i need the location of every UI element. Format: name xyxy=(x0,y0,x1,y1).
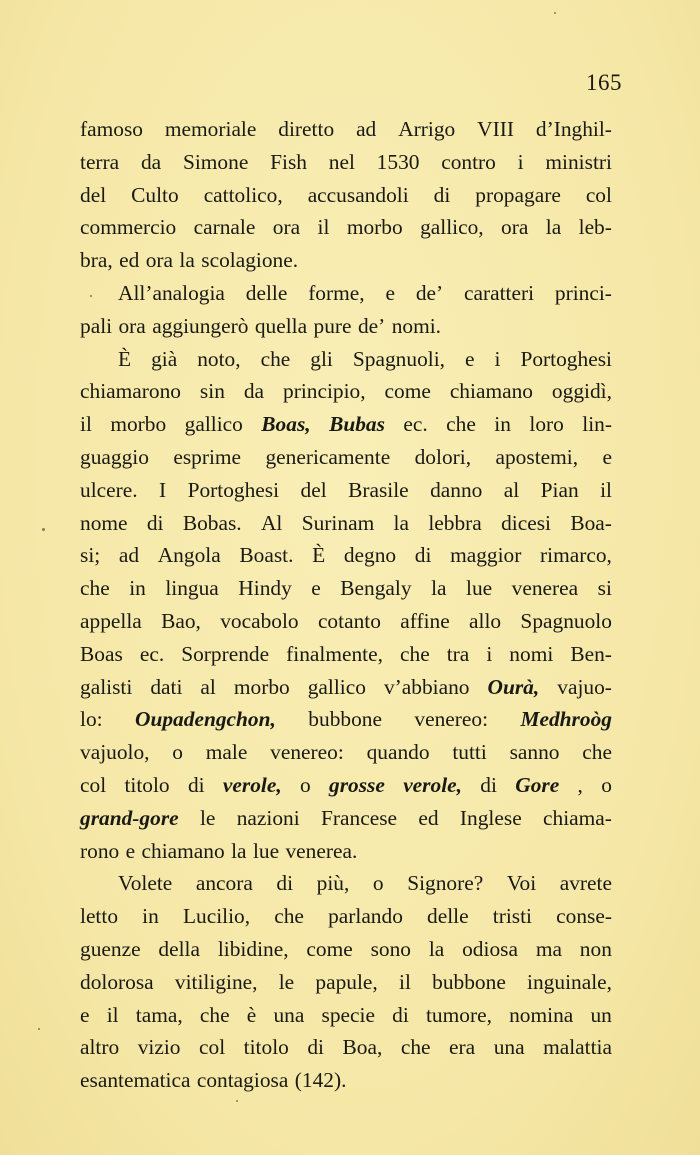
word: la xyxy=(231,838,247,863)
word: tumore, xyxy=(425,1002,492,1027)
word: libidine, xyxy=(217,936,289,961)
word: rimarco, xyxy=(540,543,612,568)
word: la xyxy=(428,936,445,961)
word: Medhroòg xyxy=(520,707,612,732)
word: verole, xyxy=(222,772,282,797)
word: diretto xyxy=(278,117,335,141)
word: che xyxy=(400,641,430,666)
word: o xyxy=(172,740,183,765)
text-line xyxy=(80,179,612,212)
word: loro xyxy=(529,412,564,437)
word: si; xyxy=(80,543,101,568)
word: una xyxy=(493,1035,525,1060)
word: d’Inghil- xyxy=(535,117,612,141)
word: propagare xyxy=(475,182,561,207)
word: in xyxy=(129,576,146,601)
word: ora xyxy=(501,215,529,240)
paper-speck xyxy=(236,1100,238,1102)
word: che xyxy=(260,346,291,371)
word: Bengaly xyxy=(340,576,412,601)
word: ora xyxy=(145,248,174,273)
word: o xyxy=(300,772,311,797)
word: È xyxy=(118,346,132,371)
word: la xyxy=(431,576,447,601)
word: quando xyxy=(366,740,430,765)
word: Surinam xyxy=(301,510,375,535)
word: Angola xyxy=(157,543,221,568)
text-line xyxy=(80,113,612,146)
word: degno xyxy=(343,543,397,568)
word: di xyxy=(187,772,205,797)
text-line xyxy=(80,1064,612,1097)
word: quella xyxy=(254,313,308,338)
word: Inglese xyxy=(459,805,522,830)
word: che xyxy=(582,740,612,765)
word: All’analogia xyxy=(118,280,225,305)
word: (142). xyxy=(294,1068,347,1093)
word: malattia xyxy=(543,1035,612,1060)
text-line xyxy=(80,605,612,638)
word: esantematica xyxy=(80,1068,191,1093)
word: morbo xyxy=(233,674,290,699)
word: Spagnuoli, xyxy=(352,346,445,371)
word: o xyxy=(601,772,612,797)
word: ad xyxy=(356,117,377,141)
word: Ben- xyxy=(570,641,612,666)
word: I xyxy=(159,477,167,502)
text-line xyxy=(80,146,612,179)
word: grand-gore xyxy=(80,805,179,830)
text-line xyxy=(80,375,612,408)
word: principio, xyxy=(283,379,366,404)
word: gallico xyxy=(307,674,366,699)
text-line xyxy=(80,900,612,933)
text-line xyxy=(80,474,612,507)
word: gallico xyxy=(184,412,243,437)
word: de’ xyxy=(415,280,444,305)
word: che xyxy=(199,1002,230,1027)
word: che xyxy=(446,412,476,437)
word: non xyxy=(579,936,612,961)
text-line xyxy=(80,966,612,999)
paper-speck xyxy=(42,528,45,531)
text-line xyxy=(80,835,612,868)
word: nazioni xyxy=(236,805,300,830)
word: da xyxy=(243,379,265,404)
word: avrete xyxy=(559,871,612,896)
word: sanno xyxy=(509,740,560,765)
word: altro xyxy=(80,1035,120,1060)
word: guaggio xyxy=(80,444,149,469)
word: dati xyxy=(150,674,183,699)
word: delle xyxy=(245,280,288,305)
word: col xyxy=(199,1035,226,1060)
word: la xyxy=(393,510,409,535)
word: venerea. xyxy=(285,838,358,863)
word: dolori, xyxy=(414,444,472,469)
word: ministri xyxy=(545,149,612,174)
word: Francese xyxy=(321,805,398,830)
word: il xyxy=(106,1002,119,1027)
word: vizio xyxy=(137,1035,181,1060)
word: È xyxy=(312,543,326,568)
word: Al xyxy=(260,510,283,535)
word: in xyxy=(494,412,511,437)
word: Portoghesi xyxy=(187,477,280,502)
word: scolagione. xyxy=(201,248,299,273)
word: esprime xyxy=(173,444,242,469)
word: di xyxy=(433,182,451,207)
word: il xyxy=(317,215,330,240)
word: papule, xyxy=(315,969,378,994)
word: maggior xyxy=(450,543,522,568)
word: già xyxy=(151,346,178,371)
word: Sorprende xyxy=(181,641,270,666)
word: ora xyxy=(272,215,301,240)
word: rono xyxy=(80,838,120,863)
word: Oupadengchon, xyxy=(135,707,276,732)
word: e xyxy=(385,280,395,305)
word: le xyxy=(199,805,216,830)
word: bubbone xyxy=(432,969,506,994)
text-line xyxy=(80,539,612,572)
word: Culto xyxy=(131,182,179,207)
word: vocabolo xyxy=(220,608,299,633)
word: Bobas. xyxy=(182,510,242,535)
word: ec. xyxy=(139,641,165,666)
word: de’ xyxy=(357,313,386,338)
word: i xyxy=(486,641,493,666)
word: sin xyxy=(199,379,225,404)
word: lue xyxy=(252,838,280,863)
word: caratteri xyxy=(463,280,535,305)
word: tristi xyxy=(492,904,532,929)
word: i xyxy=(517,149,524,174)
word: di xyxy=(146,510,164,535)
word: parlando xyxy=(328,904,403,929)
word: inguinale, xyxy=(527,969,612,994)
word: letto xyxy=(80,904,119,929)
word: , xyxy=(577,772,583,797)
word: chiamarono xyxy=(80,379,181,404)
word: e xyxy=(602,444,612,469)
word: di xyxy=(392,1002,409,1027)
word: Bao, xyxy=(161,608,201,633)
word: pali xyxy=(80,313,113,338)
word: danno xyxy=(430,477,483,502)
word: Brasile xyxy=(348,477,409,502)
word: cotanto xyxy=(317,608,381,633)
word: carnale xyxy=(193,215,256,240)
word: Lucilio, xyxy=(182,904,251,929)
word: contro xyxy=(441,149,496,174)
word: nomi xyxy=(509,641,554,666)
word: cattolico, xyxy=(203,182,283,207)
word: e xyxy=(311,576,321,601)
word: Pian xyxy=(540,477,579,502)
word: come xyxy=(384,379,431,404)
word: lin- xyxy=(582,412,612,437)
word: vajuolo, xyxy=(80,740,150,765)
word: Spagnuolo xyxy=(520,608,612,633)
text-line xyxy=(80,343,612,376)
word: vajuo- xyxy=(557,674,612,699)
word: venerea xyxy=(511,576,579,601)
word: sono xyxy=(370,936,411,961)
word: titolo xyxy=(124,772,170,797)
word: morbo xyxy=(110,412,167,437)
word: tama, xyxy=(135,1002,183,1027)
word: noto, xyxy=(197,346,241,371)
word: specie xyxy=(321,1002,375,1027)
paper-speck xyxy=(554,12,556,14)
word: e xyxy=(80,1002,90,1027)
word: col xyxy=(585,182,612,207)
word: lebbra xyxy=(428,510,482,535)
word: ma xyxy=(535,936,562,961)
word: la xyxy=(179,248,195,273)
word: leb- xyxy=(578,215,612,240)
word: chiama- xyxy=(543,805,612,830)
word: col xyxy=(80,772,107,797)
paper-speck xyxy=(38,1028,40,1030)
word: venereo: xyxy=(270,740,344,765)
word: lo: xyxy=(80,707,103,732)
word: conse- xyxy=(556,904,612,929)
word: ed xyxy=(418,805,439,830)
word: finalmente, xyxy=(286,641,383,666)
word: un xyxy=(590,1002,612,1027)
word: morbo xyxy=(346,215,403,240)
word: allo xyxy=(469,608,502,633)
paper-speck xyxy=(90,295,92,297)
word: Boas, xyxy=(261,412,311,437)
word: di xyxy=(307,1035,324,1060)
word: Simone xyxy=(182,149,249,174)
word: princi- xyxy=(554,280,612,305)
word: pure xyxy=(313,313,352,338)
text-line xyxy=(80,867,612,900)
word: Bubas xyxy=(329,412,385,437)
text-line xyxy=(80,441,612,474)
word: gallico, xyxy=(420,215,484,240)
word: bra, xyxy=(80,248,113,273)
word: oggidì, xyxy=(551,379,612,404)
word: da xyxy=(140,149,162,174)
word: ora xyxy=(118,313,146,338)
word: Ourà, xyxy=(487,674,540,699)
word: Portoghesi xyxy=(520,346,612,371)
word: di xyxy=(480,772,497,797)
word: genericamente xyxy=(265,444,391,469)
text-line xyxy=(80,244,612,277)
word: tra xyxy=(446,641,470,666)
word: chiamano xyxy=(141,838,225,863)
word: delle xyxy=(427,904,469,929)
word: il xyxy=(80,412,92,437)
text-line xyxy=(80,802,612,835)
word: si xyxy=(597,576,612,601)
word: Boa- xyxy=(570,510,612,535)
word: vitiligine, xyxy=(174,969,258,994)
word: le xyxy=(278,969,295,994)
word: ancora xyxy=(195,871,253,896)
text-line xyxy=(80,769,612,802)
word: commercio xyxy=(80,215,177,240)
word: al xyxy=(503,477,520,502)
word: lue xyxy=(466,576,493,601)
word: nomi. xyxy=(391,313,442,338)
word: tutti xyxy=(452,740,487,765)
word: nome xyxy=(80,510,128,535)
word: come xyxy=(306,936,353,961)
text-line xyxy=(80,572,612,605)
word: al xyxy=(200,674,216,699)
word: ad xyxy=(118,543,140,568)
word: Hindy xyxy=(238,576,292,601)
text-line xyxy=(80,211,612,244)
word: di xyxy=(414,543,432,568)
text-line xyxy=(80,310,612,343)
word: il xyxy=(399,969,411,994)
text-line xyxy=(80,507,612,540)
word: guenze xyxy=(80,936,141,961)
text-line xyxy=(80,638,612,671)
word: il xyxy=(600,477,612,502)
word: Fish xyxy=(270,149,307,174)
word: del xyxy=(300,477,327,502)
word: Boas xyxy=(80,641,123,666)
word: chiamano xyxy=(449,379,533,404)
text-line xyxy=(80,408,612,441)
word: gli xyxy=(310,346,333,371)
word: è xyxy=(246,1002,257,1027)
word: VIII xyxy=(477,117,514,141)
word: Arrigo xyxy=(398,117,456,141)
word: v’abbiano xyxy=(383,674,470,699)
word: terra xyxy=(80,149,120,174)
word: e xyxy=(465,346,475,371)
word: lingua xyxy=(165,576,219,601)
word: o xyxy=(372,871,384,896)
word: grosse xyxy=(329,772,385,797)
word: dicesi xyxy=(501,510,551,535)
word: i xyxy=(494,346,501,371)
word: e xyxy=(125,838,136,863)
word: Boa, xyxy=(342,1035,383,1060)
word: Signore? xyxy=(407,871,484,896)
text-line xyxy=(80,671,612,704)
word: male xyxy=(205,740,248,765)
word: contagiosa xyxy=(196,1068,289,1093)
word: in xyxy=(142,904,159,929)
word: nel xyxy=(328,149,355,174)
word: del xyxy=(80,182,107,207)
text-line xyxy=(80,999,612,1032)
word: più, xyxy=(316,871,350,896)
word: Voi xyxy=(506,871,537,896)
word: 1530 xyxy=(376,149,420,174)
word: la xyxy=(545,215,562,240)
word: forme, xyxy=(308,280,365,305)
text-line xyxy=(80,1031,612,1064)
word: della xyxy=(158,936,200,961)
text-line xyxy=(80,736,612,769)
word: che xyxy=(80,576,110,601)
word: Boast. xyxy=(239,543,294,568)
word: ulcere. xyxy=(80,477,138,502)
word: accusandoli xyxy=(307,182,409,207)
word: di xyxy=(276,871,294,896)
word: era xyxy=(449,1035,476,1060)
word: aggiungerò xyxy=(152,313,249,338)
word: Volete xyxy=(118,871,173,896)
word: appella xyxy=(80,608,142,633)
text-line xyxy=(80,277,612,310)
word: affine xyxy=(400,608,450,633)
word: ed xyxy=(119,248,140,273)
word: galisti xyxy=(80,674,133,699)
word: odiosa xyxy=(462,936,518,961)
body-text xyxy=(80,113,612,1097)
word: venereo: xyxy=(414,707,489,732)
word: che xyxy=(400,1035,431,1060)
word: ec. xyxy=(403,412,428,437)
page-number: 165 xyxy=(586,70,622,95)
word: Gore xyxy=(515,772,560,797)
text-line xyxy=(80,933,612,966)
word: una xyxy=(273,1002,305,1027)
word: verole, xyxy=(403,772,462,797)
word: bubbone xyxy=(308,707,382,732)
word: apostemi, xyxy=(495,444,579,469)
text-line xyxy=(80,703,612,736)
word: memoriale xyxy=(164,117,257,141)
word: nomina xyxy=(509,1002,574,1027)
word: famoso xyxy=(80,117,143,141)
word: dolorosa xyxy=(80,969,154,994)
word: titolo xyxy=(243,1035,289,1060)
word: che xyxy=(274,904,304,929)
